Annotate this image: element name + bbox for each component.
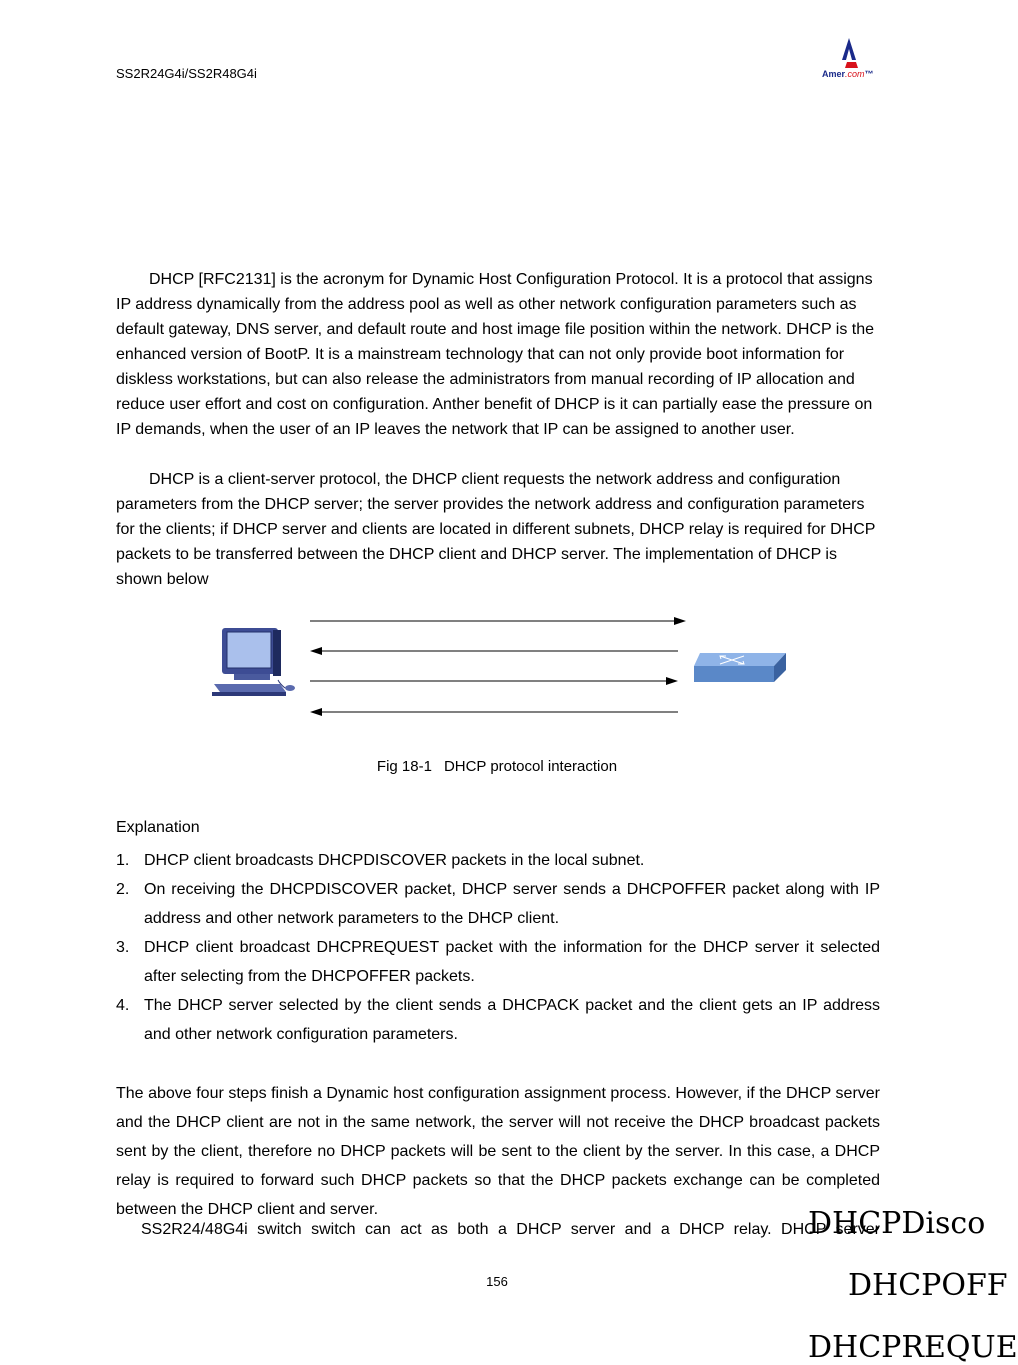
arrow-discover <box>310 617 686 625</box>
dhcp-server-switch-icon <box>694 653 786 682</box>
arrow-request <box>310 677 678 685</box>
explanation-heading: Explanation <box>116 819 200 836</box>
amer-logo <box>818 36 880 84</box>
list-item: 2. On receiving the DHCPDISCOVER packet, DHCP server sends a DHCPOFFER packet along with IP address and other network parameters to the DHCP client. <box>116 881 880 927</box>
list-item: 4. The DHCP server selected by the client sends a DHCPACK packet and the client gets an IP address and other network configuration parameters. <box>116 997 880 1043</box>
explanation-steps <box>116 846 880 1049</box>
document-title: SS2R24G4i/SS2R48G4i <box>116 66 257 81</box>
summary-last-line: SS2R24/48G4i switch switch can act as both a DHCP server and a DHCP relay. DHCP server <box>141 1221 880 1238</box>
intro-paragraph: DHCP [RFC2131] is the acronym for Dynamic Host Configuration Protocol. It is a protocol that assigns IP address dynamically from the address pool as well as other network configuration parameters such as default gateway, DNS server, and default route and host image file position within the network. DHCP is the enhanced version of BootP. It is a mainstream technology that can not only provide boot information for diskless workstations, but can also release the administrators from manual recording of IP allocation and reduce user effort and cost on configuration. Anther benefit of DHCP is it can partially ease the pressure on IP demands, when the user of an IP leaves the network that IP can be assigned to another user. <box>116 271 875 438</box>
arrow-ack <box>310 708 678 716</box>
dhcp-client-pc-icon <box>212 628 295 696</box>
summary-paragraph: The above four steps finish a Dynamic host configuration assignment process. However, if the DHCP server and the DHCP client are not in the same network, the server will not receive the DHCP broadcast packets sent by the client, therefore no DHCP packets will be sent to the client by the server. In this case, a DHCP relay is required to forward such DHCP packets so that the DHCP packets exchange can be completed between the DHCP client and server. <box>116 1085 880 1218</box>
figure-caption: Fig 18-1 DHCP protocol interaction <box>376 758 618 775</box>
dhcp-interaction-diagram <box>200 608 800 728</box>
list-item: 1. DHCP client broadcasts DHCPDISCOVER packets in the local subnet. <box>116 852 645 869</box>
overflow-label-request: DHCPREQUE <box>808 1330 1018 1365</box>
logo-triangle-icon <box>818 36 880 70</box>
page-number: 156 <box>486 1274 508 1289</box>
client-server-paragraph: DHCP is a client-server protocol, the DHCP client requests the network address and configuration parameters from the DHCP server; the server provides the network address and configuration parameters for the clients; if DHCP server and clients are located in different subnets, DHCP relay is required for DHCP packets to be transferred between the DHCP client and DHCP server. The implementation of DHCP is shown below <box>116 471 876 588</box>
logo-wordmark: Amer.com™ <box>822 69 874 79</box>
overflow-label-offer: DHCPOFF <box>848 1268 1008 1303</box>
overflow-label-discover: DHCPDisco <box>808 1206 986 1241</box>
arrow-offer <box>310 647 678 655</box>
list-item: 3. DHCP client broadcast DHCPREQUEST packet with the information for the DHCP server it selected after selecting from the DHCPOFFER packets. <box>116 939 880 985</box>
